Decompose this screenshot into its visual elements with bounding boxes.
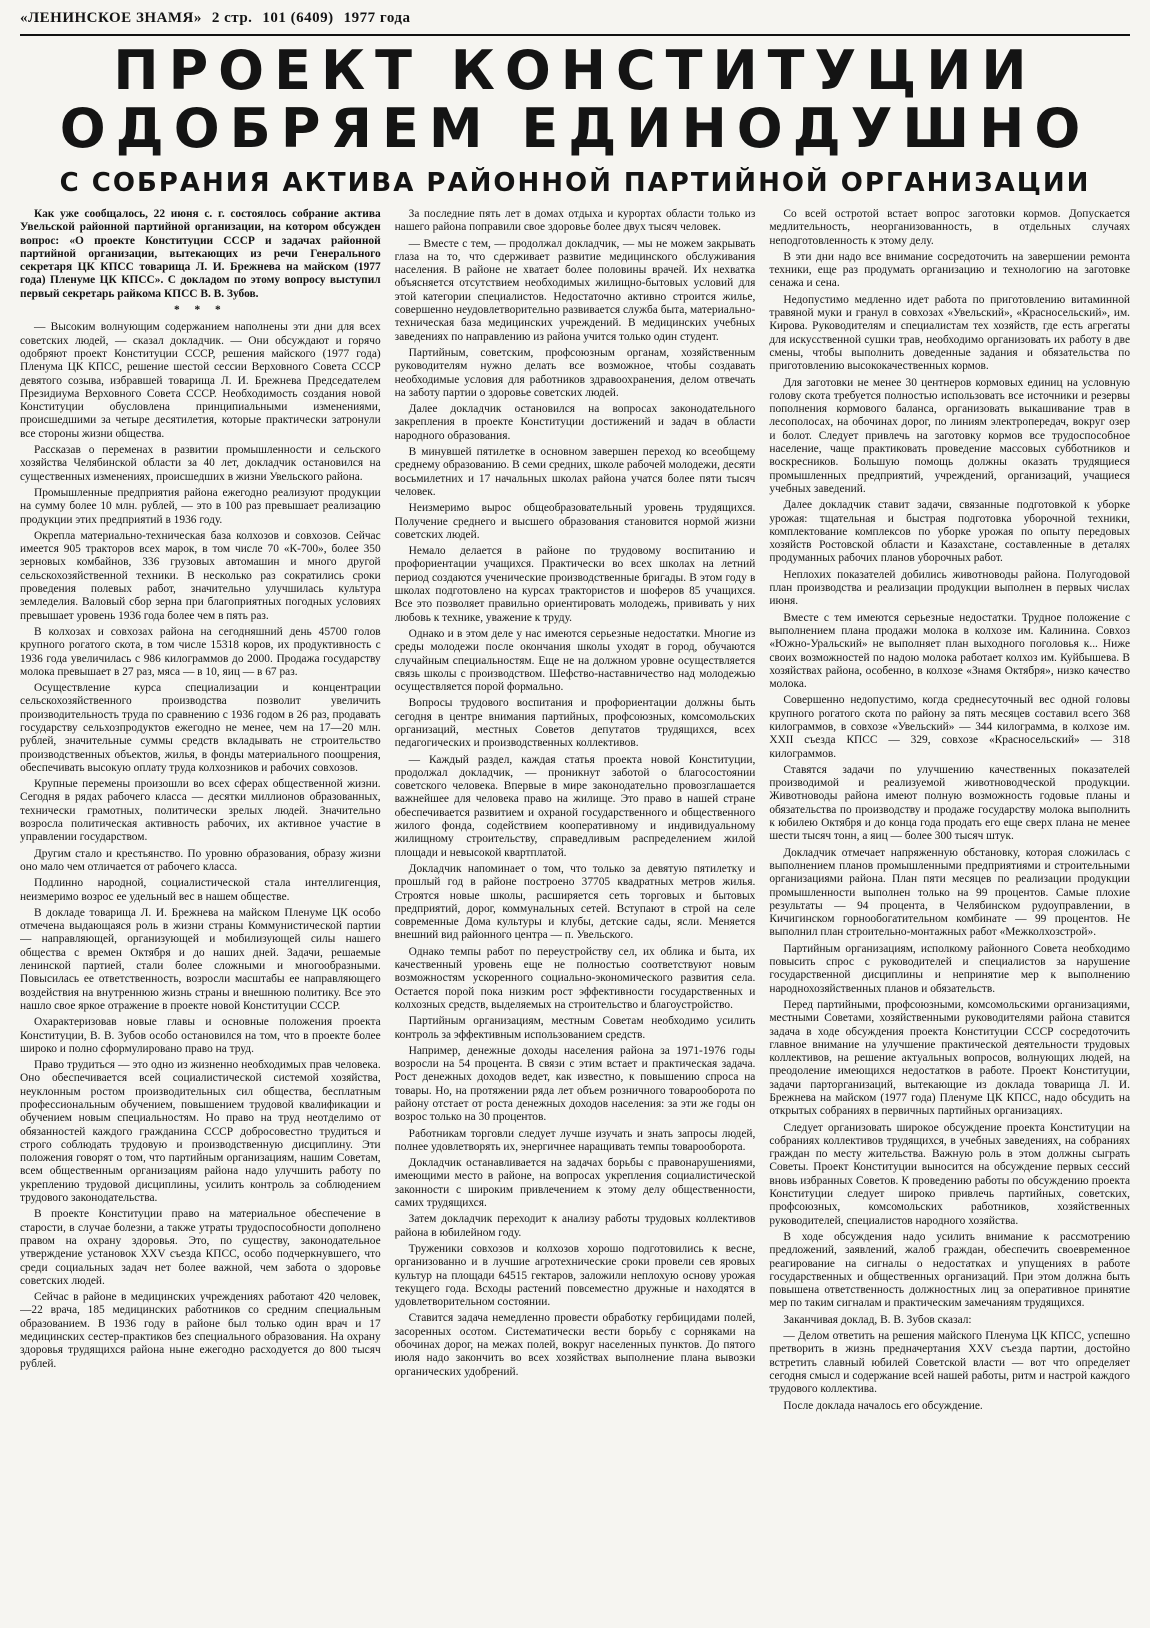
article-paragraph: Охарактеризовав новые главы и основные положения проекта Конституции, В. В. Зубов особо остановился на том, что в проекте более широко и полно сформулировано право на труд. <box>20 1016 381 1055</box>
article-paragraph: Подлинно народной, социалистической стала интеллигенция, неизмеримо возрос ее удельный вес в нашем обществе. <box>20 877 381 903</box>
article-paragraph: Вместе с тем имеются серьезные недостатки. Трудное положение с выполнением плана продажи молока в колхозе им. Калинина. Совхоз «Южно-Уральский» не выполняет план выходного поголовья к... Ниже своих возможностей по надою молока работает колхоз им. Куйбышева. В хозяйствах района, особенно, в колхозе «Знамя Октября», низко качество молока. <box>769 611 1130 691</box>
section-separator: * * * <box>173 304 227 317</box>
article-paragraph: В минувшей пятилетке в основном завершен переход ко всеобщему среднему образованию. В семи средних, школе рабочей молодежи, десяти восьмилетних и 17 начальных школах района учатся более пяти тысяч человек. <box>394 446 756 498</box>
article-paragraph: В ходе обсуждения надо усилить внимание к рассмотрению предложений, заявлений, жалоб граждан, обеспечить своевременное реагирование на сигналы о недостатках и упущениях в работе государственных и общественных организаций. При этом должна быть повышена ответственность должностных лиц за оперативное принятие мер по таким сигналам и практическим замечаниям трудящихся. <box>769 1230 1130 1310</box>
article-paragraph: Неплохих показателей добились животноводы района. Полугодовой план производства и реализации продукции выполнен в первых числах июня. <box>769 568 1130 608</box>
article-paragraph: После доклада началось его обсуждение. <box>783 1399 983 1412</box>
masthead <box>20 10 1130 30</box>
article-paragraph: Право трудиться — это одно из жизненно необходимых прав человека. Оно обеспечивается всей социалистической системой хозяйства, неуклонным ростом производительных сил общества, бесплатным профессиональным обучением, повышением трудовой квалификации и обучением новым специальностям. Но право на труд неотделимо от обязанностей каждого гражданина СССР добросовестно трудиться и строго соблюдать трудовую и производственную дисциплину. Эти положения говорят о том, что партийным организациям, нашим Советам, всем общественным организациям района надо улучшить работу по укреплению трудовой дисциплины, усилить контроль за соблюдением трудового законодательства. <box>20 1059 381 1205</box>
article-paragraph: Немало делается в районе по трудовому воспитанию и профориентации учащихся. Практически во всех школах на летний период создаются ученические производственные бригады. В этом году в школах подготовлено на курсах трактористов и шоферов 85 учащихся. Все это позволяет правильно ориентировать молодежь, прививать у них любовь к технике, уважение к труду. <box>394 545 756 624</box>
article-columns <box>20 208 1130 1628</box>
article-paragraph: Ставится задача немедленно провести обработку гербицидами полей, засоренных осотом. Систематически вести борьбу с сорняками на обочинах дорог, на межах полей, вокруг населенных пунктов. До пятого июля надо закончить во всех хозяйствах выполнение плана вывозки органических удобрений. <box>394 1312 756 1378</box>
article-paragraph: Промышленные предприятия района ежегодно реализуют продукции на сумму более 10 млн. рублей, — это в 100 раз превышает реализацию продукции этих предприятий в 1936 году. <box>20 486 381 526</box>
article-paragraph: Осуществление курса специализации и концентрации сельскохозяйственного производства позволит увеличить производительность труда по сравнению с 1936 годом в 26 раз, продавать государству сельхозпродуктов ежегодно не менее, чем на 17—20 млн. рублей, значительные суммы средств вкладывать не строительство производственных объектов, жилья, в фонды материального поощрения, обеспечивать высокую оплату труда колхозников и рабочих совхозов. <box>20 682 381 774</box>
article-paragraph: В эти дни надо все внимание сосредоточить на завершении ремонта техники, еще раз продумать организацию и технологию на заготовке сенажа и сена. <box>769 250 1130 290</box>
article-paragraph: Перед партийными, профсоюзными, комсомольскими организациями, местными Советами, хозяйственными руководителями района ставится задача в ходе обсуждения проекта Конституции СССР сосредоточить главное внимание на улучшение практической деятельности трудовых коллективов, на решение актуальных вопросов, волнующих людей, на преодоление имеющихся недостатков в работе. Проект Конституции, задачи парторганизаций, вытекающие из доклада товарища Л. И. Брежнева на майском (1977 года) Пленуме ЦК КПСС, надо обсудить на открытых собраниях в первичных партийных организациях. <box>769 998 1130 1118</box>
article-paragraph: Заканчивая доклад, В. В. Зубов сказал: <box>783 1313 972 1326</box>
article-paragraph: Неизмеримо вырос общеобразовательный уровень трудящихся. Получение среднего и высшего образования становится нормой жизни советских людей. <box>394 502 756 541</box>
article-paragraph: Докладчик напоминает о том, что только за девятую пятилетку и прошлый год в районе построено 37705 квадратных метров жилья. Строятся новые школы, расширяется сеть торговых и бытовых предприятий, дорог, коммунальных сетей. Вступают в строй на селе современные Дома культуры и клубы, детские сады, ясли. Меняется внешний вид районного центра — п. Увельского. <box>394 862 756 942</box>
article-paragraph: Партийным, советским, профсоюзным органам, хозяйственным руководителям нужно делать все возможное, чтобы создавать необходимые условия для работников здравоохранения, делом отвечать на заботу партии о здоровье советских людей. <box>394 346 756 399</box>
article-column-2 <box>395 208 756 1628</box>
article-paragraph: В колхозах и совхозах района на сегодняшний день 45700 голов крупного рогатого скота, в том числе 15318 коров, их продуктивность с 1936 года увеличилась с 986 килограммов до 2000. Продажа государству молока превышает в 27 раз, мяса — в 10, яиц — в 67 раз. <box>20 625 381 678</box>
article-paragraph: В докладе товарища Л. И. Брежнева на майском Пленуме ЦК особо отмечена выдающаяся роль в жизни страны Коммунистической партии — направляющей, организующей и мобилизующей силы нашего общества с времен Октября и до наших дней. Задачи, решаемые ленинской партией, стали более сложными и многообразными. Повысилась ее ответственность, возросли масштабы ее направляющего воздействия на внутреннюю жизнь страны и внешнюю политику. Все это нашло свое яркое отражение в проекте новой Конституции СССР. <box>20 906 381 1012</box>
article-column-1 <box>20 208 381 1628</box>
article-paragraph: Работникам торговли следует лучше изучать и знать запросы людей, полнее удовлетворять их, энергичнее наращивать темпы товарооборота. <box>394 1127 756 1153</box>
article-paragraph: Недопустимо медленно идет работа по приготовлению витаминной травяной муки и гранул в совхозах «Увельский», «Красносельский», им. Кирова. Руководителям и специалистам тех хозяйств, где есть агрегаты для искусственной сушки трав, необходимо организовать их работу в две смены, чтобы выполнить доведенные задания и обязательства по приготовлению высококачественных кормов. <box>769 293 1130 373</box>
article-lead: Как уже сообщалось, 22 июня с. г. состоялось собрание актива Увельской районной партийной организации, на котором обсужден вопрос: «О проекте Конституции СССР и задачах районной партийной организации, вытекающих из речи Генерального секретаря ЦК КПСС товарища Л. И. Брежнева на майском (1977 года) Пленуме ЦК КПСС». С докладом по этому вопросу выступил первый секретарь райкома КПСС В. В. Зубов. <box>20 208 381 300</box>
article-paragraph: Докладчик отмечает напряженную обстановку, которая сложилась с выполнением планов промышленными предприятиями и строительными организациями района. План пяти месяцев по реализации продукции промышленности выполнен только на 99 процентов. Самые плохие результаты — 94 процента, в Челябинском рудоуправлении, в Кичигинском горнообогатительном комбинате — 99 процентов. Не выполнил план строительно-монтажных работ «Межколхозстрой». <box>769 846 1130 939</box>
article-paragraph: За последние пять лет в домах отдыха и курортах области только из нашего района поправили свое здоровье более двух тысяч человек. <box>394 208 756 234</box>
headline-line-1: ПРОЕКТ КОНСТИТУЦИИ <box>113 39 1037 102</box>
article-paragraph: Однако темпы работ по переустройству сел, их облика и быта, их качественный уровень еще не полностью соответствуют новым возможностям ускоренного социально-экономического развития села. Остается порой пока низким рост эффективности государственных и колхозных средств, выделяемых на строительство и благоустройство. <box>394 945 756 1011</box>
article-paragraph: — Вместе с тем, — продолжал докладчик, — мы не можем закрывать глаза на то, что сдерживает развитие медицинского обслуживания населения. В районе не хватает более половины врачей. Их нехватка объясняется отсутствием необходимых жилищно-бытовых условий для этой категории специалистов. Недостаточно активно строится жилье, совершенно неудовлетворительно развивается служба быта, материально-техническая база медицинских учреждений. В медицинских учебных заведениях по направлению из района учится только один студент. <box>394 237 756 343</box>
article-paragraph: — Каждый раздел, каждая статья проекта новой Конституции, продолжал докладчик, — проникнут заботой о благосостоянии советского человека. Впервые в мире законодательно провозглашается важнейшее для человека право на жилище. Это право в нашей стране обеспечивается развитием и охраной государственного и общественного жилого фонда, содействием кооперативному и индивидуальному жилищному строительству, справедливым распределением жилой площади и невысокой квартплатой. <box>394 753 756 859</box>
article-paragraph: Со всей остротой встает вопрос заготовки кормов. Допускается медлительность, неорганизованность, в отдельных случаях неподготовленность к этому делу. <box>769 208 1130 247</box>
article-column-3 <box>769 208 1130 1628</box>
article-paragraph: Ставятся задачи по улучшению качественных показателей производимой и реализуемой животноводческой продукции. Животноводы района имеют полную возможность годовые планы и обязательства по производству и продаже государству молока выполнить к юбилею Октября и до конца года продать его еще сверх плана не менее шести тысяч тонн, а яиц — более 300 тысяч штук. <box>769 763 1130 843</box>
subheadline: С СОБРАНИЯ АКТИВА РАЙОННОЙ ПАРТИЙНОЙ ОРГАНИЗАЦИИ <box>59 168 1091 198</box>
article-paragraph: — Делом ответить на решения майского Пленума ЦК КПСС, успешно претворить в жизнь предначертания XXV съезда партии, достойно встретить славный юбилей Советской власти — вот что определяет сегодня смысл и содержание всей нашей работы, ритм и настрой каждого трудового коллектива. <box>769 1330 1130 1396</box>
article-paragraph: Следует организовать широкое обсуждение проекта Конституции на собраниях коллективов трудящихся, в учебных заведениях, на собраниях граждан по месту жительства. Важную роль в этом должны сыграть Советы. Проект Конституции выносится на обсуждение первых сессий вновь избранных Советов. К проведению работы по обсуждению проекта Конституции следует широко привлечь партийных, советских, профсоюзных, комсомольских работников, хозяйственных руководителей, специалистов народного хозяйства. <box>769 1121 1130 1227</box>
article-paragraph: Партийным организациям, исполкому районного Совета необходимо повысить спрос с руководителей и специалистов за нарушение государственной дисциплины и непринятие мер к выполнению народнохозяйственных планов и обязательств. <box>769 942 1130 995</box>
article-paragraph: Например, денежные доходы населения района за 1971-1976 годы возросли на 54 процента. В связи с этим встает и практическая задача. Рост денежных доходов ведет, как известно, к повышению спроса на товары. Но, на протяжении ряда лет объем розничного товарооборота по району отстает от роста денежных доходов населения: за эти же годы он возрос только на 30 процентов. <box>394 1044 756 1124</box>
article-paragraph: Однако и в этом деле у нас имеются серьезные недостатки. Многие из среды молодежи после окончания школы уходят в город, обучаются случайным специальностям. Еще не на должном уровне осуществляется связь школы с производством. Шефство-наставничество над молодежью осуществляется порой формально. <box>394 627 756 694</box>
article-paragraph: Сейчас в районе в медицинских учреждениях работают 420 человек, —22 врача, 185 медицинских работников со средним специальным образованием. В 1936 году в районе был только один врач и 17 медицинских сестер-практиков без специального образования. На охрану здоровья трудящихся района ныне ежегодно расходуется до 800 тысяч рублей. <box>20 1291 381 1370</box>
article-paragraph: Далее докладчик остановился на вопросах законодательного закрепления в проекте Конституции достижений и задач в области народного образования. <box>394 403 756 442</box>
article-paragraph: Другим стало и крестьянство. По уровню образования, образу жизни оно мало чем отличается от рабочего класса. <box>20 847 381 873</box>
article-paragraph: В проекте Конституции право на материальное обеспечение в старости, в случае болезни, а также утраты трудоспособности дополнено правом на охрану здоровья. Это, по существу, законодательное утверждение установок XXV съезда КПСС, особо подчеркнувшего, что среди социальных задач нет более важной, чем забота о здоровье советских людей. <box>20 1208 381 1287</box>
page-number: 2 стр. <box>211 10 253 26</box>
article-paragraph: Партийным организациям, местным Советам необходимо усилить контроль за эффективным использованием средств. <box>394 1015 756 1041</box>
article-paragraph: Для заготовки не менее 30 центнеров кормовых единиц на условную голову скота требуется полностью использовать все источники и резервы пополнения кормового баланса, организовать выкашивание трав в лесополосах, на обочинах дорог, по линиям электропередач, вокруг озер и болот. Следует привлечь на заготовку кормов все трудоспособное население, чаще практиковать проведение массовых субботников и воскресников. Большую помощь должны оказать трудящиеся промышленных предприятий, учреждений, организаций, учащиеся учебных заведений. <box>769 376 1130 495</box>
issue-year: 1977 года <box>343 10 411 26</box>
article-paragraph: Рассказав о переменах в развитии промышленности и сельского хозяйства Челябинской области за 40 лет, докладчик остановился на существенных изменениях, происшедших в жизни Увельского района. <box>20 444 381 483</box>
article-paragraph: Далее докладчик ставит задачи, связанные подготовкой к уборке урожая: тщательная и быстрая подготовка уборочной техники, комплектование комплексов по уборке урожая по опыту передовых хозяйств Ростовской области и Казахстане, составленные в деталях продуманных рабочих планов уборочных работ. <box>769 499 1130 565</box>
article-paragraph: Крупные перемены произошли во всех сферах общественной жизни. Сегодня в рядах рабочего класса — десятки миллионов образованных, технически грамотных, политически зрелых людей. Значительно возросла политическая активность рабочих, их активное участие в управлении государством. <box>20 778 381 844</box>
article-paragraph: Труженики совхозов и колхозов хорошо подготовились к весне, организованно и в лучшие агротехнические сроки провели сев яровых культур на площади 64515 гектаров, заложили неплохую основу урожая текущего года. Всходы растений повсеместно дружные и находятся в удовлетворительном состоянии. <box>394 1242 756 1309</box>
issue-number: 101 (6409) <box>262 10 334 26</box>
article-paragraph: Вопросы трудового воспитания и профориентации должны быть сегодня в центре внимания партийных, профсоюзных, комсомольских организаций, местных Советов депутатов трудящихся, всех педагогических и производственных коллективов. <box>394 697 756 750</box>
headline-line-2: ОДОБРЯЕМ ЕДИНОДУШНО <box>59 97 1091 160</box>
newspaper-name: «ЛЕНИНСКОЕ ЗНАМЯ» <box>20 10 202 26</box>
masthead-rule <box>20 34 1130 36</box>
article-paragraph: Докладчик останавливается на задачах борьбы с правонарушениями, имеющими место в районе, на вопросах укрепления социалистической законности с широким привлечением к этому делу общественности, самих трудящихся. <box>394 1157 756 1210</box>
article-paragraph: Затем докладчик переходит к анализу работы трудовых коллективов района в юбилейном году. <box>394 1213 756 1239</box>
article-paragraph: Совершенно недопустимо, когда среднесуточный вес одной головы крупного рогатого скота по району за пять месяцев составил всего 368 килограммов, в совхозе «Увельский» — 344 килограмма, в колхозе им. XXII съезда КПСС — 329, совхозе «Красносельский» — 318 килограммов. <box>769 694 1130 760</box>
article-paragraph: Окрепла материально-техническая база колхозов и совхозов. Сейчас имеется 905 тракторов всех марок, в том числе 70 «К-700», более 350 зерновых комбайнов, 336 грузовых автомашин и много другой сельскохозяйственной техники. В несколько раз сократились сроки проведения полевых работ, значительно улучшилась культура земледелия. Валовый сбор зерна при благоприятных погодных условиях превышает уровень 1936 года более чем в пять раз. <box>20 529 381 622</box>
article-paragraph: — Высоким волнующим содержанием наполнены эти дни для всех советских людей, — сказал докладчик. — Они обсуждают и горячо одобряют проект Конституции СССР, решения майского (1977 года) Пленума ЦК КПСС, решение шестой сессии Верховного Совета СССР девятого созыва, избравшей товарища Л. И. Брежнева Председателем Президиума Верховного Совета СССР. Необходимость создания новой Конституции обусловлена принципиальными изменениями, происшедшими за четыре десятилетия, которые практически затронули все стороны жизни общества. <box>20 321 381 440</box>
